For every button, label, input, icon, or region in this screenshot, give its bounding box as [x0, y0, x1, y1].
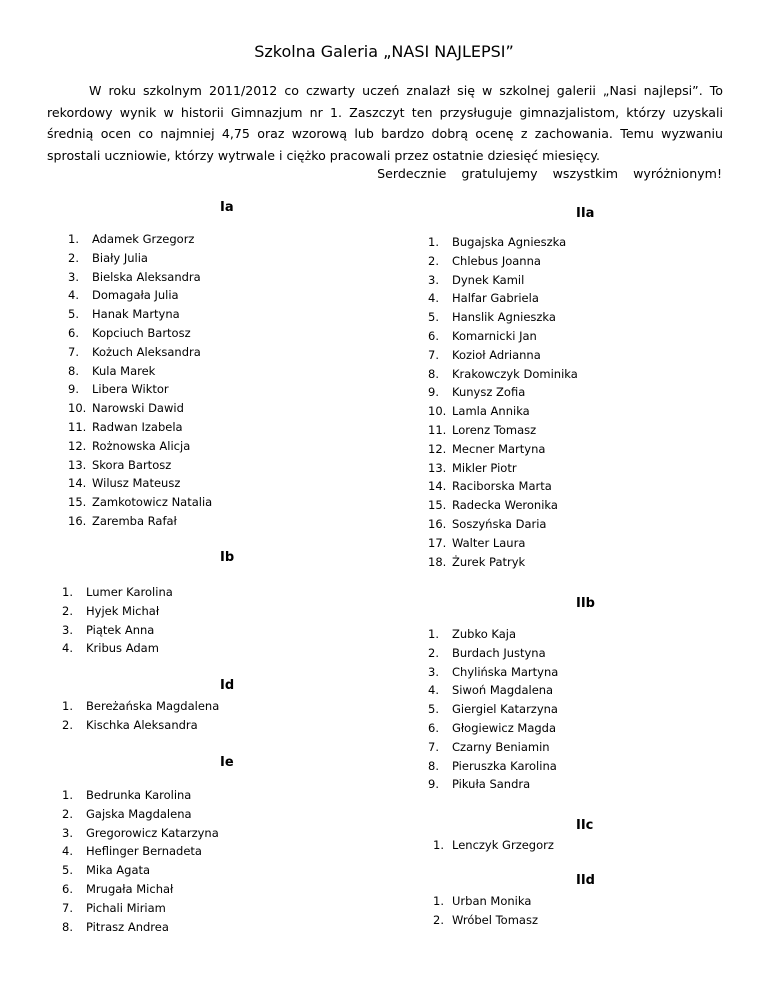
- list-number: 14.: [428, 479, 447, 494]
- list-number: 5.: [68, 307, 79, 322]
- student-name: Lamla Annika: [452, 404, 530, 419]
- student-list-item: [428, 700, 558, 719]
- list-number: 1.: [68, 232, 79, 246]
- student-name: Kribus Adam: [86, 641, 159, 656]
- list-number: 8.: [68, 363, 79, 378]
- list-number: 1.: [428, 235, 439, 249]
- student-list-item: [428, 308, 578, 327]
- list-number: 9.: [428, 385, 439, 400]
- student-list-item: [62, 621, 173, 640]
- student-name: Kunysz Zofia: [452, 385, 526, 400]
- student-name: Zamkotowicz Natalia: [92, 495, 213, 510]
- student-list-item: [428, 496, 578, 515]
- student-name: Lorenz Tomasz: [452, 422, 537, 437]
- list-number: 2.: [62, 806, 73, 821]
- list-number: 6.: [428, 328, 439, 343]
- student-list-item: [68, 305, 212, 324]
- intro-text: W roku szkolnym 2011/2012 co czwarty uczeń znalazł się w szkolnej galerii „Nasi najlepsi”. To rekordowy wynik w historii Gimnazjum nr 1. Zaszczyt ten przysługuje gimnazjalistom, którzy uzyskali średnią ocen co najmniej 4,75 oraz wzorową lub bardzo dobrą ocenę z zachowania. Temu wyzwaniu sprostali uczniowie, którzy wytrwale i ciężko pracowali przez ostatnie dziesięć miesięcy.: [47, 83, 723, 163]
- student-name: Narowski Dawid: [92, 401, 184, 416]
- student-name: Urban Monika: [452, 894, 532, 908]
- student-name: Domagała Julia: [92, 288, 179, 303]
- list-number: 4.: [68, 288, 79, 303]
- student-name: Żurek Patryk: [452, 554, 526, 569]
- list-number: 2.: [62, 603, 73, 618]
- student-name: Kopciuch Bartosz: [92, 325, 191, 340]
- student-list-item: [62, 842, 219, 861]
- student-list-iic: [433, 836, 554, 855]
- student-list-item: [68, 474, 212, 493]
- list-number: 4.: [428, 683, 439, 698]
- student-name: Lumer Karolina: [86, 585, 173, 599]
- student-name: Mikler Piotr: [452, 460, 517, 475]
- student-name: Burdach Justyna: [452, 645, 546, 660]
- list-number: 15.: [68, 495, 87, 510]
- student-list-item: [428, 719, 558, 738]
- student-name: Bereżańska Magdalena: [86, 699, 220, 713]
- student-name: Komarnicki Jan: [452, 328, 537, 343]
- list-number: 2.: [428, 253, 439, 268]
- list-number: 15.: [428, 498, 447, 513]
- student-list-item: [428, 459, 578, 478]
- list-number: 2.: [428, 645, 439, 660]
- list-number: 7.: [62, 900, 73, 915]
- student-name: Pichali Miriam: [86, 900, 166, 915]
- list-number: 7.: [428, 739, 439, 754]
- student-list-item: [428, 365, 578, 384]
- student-list-item: [428, 534, 578, 553]
- student-list-item: [433, 892, 538, 911]
- student-list-item: [68, 324, 212, 343]
- list-number: 5.: [62, 863, 73, 878]
- student-list-item: [62, 918, 219, 937]
- class-heading-ia: Ia: [220, 200, 234, 215]
- student-name: Chlebus Joanna: [452, 253, 541, 268]
- list-number: 1.: [428, 627, 439, 641]
- student-list-item: [62, 639, 173, 658]
- list-number: 13.: [68, 457, 87, 472]
- list-number: 6.: [62, 881, 73, 896]
- student-list-item: [428, 421, 578, 440]
- student-name: Raciborska Marta: [452, 479, 552, 494]
- student-list-item: [428, 233, 578, 252]
- student-name: Biały Julia: [92, 250, 148, 265]
- list-number: 3.: [428, 272, 439, 287]
- list-number: 7.: [68, 344, 79, 359]
- student-name: Rożnowska Alicja: [92, 438, 191, 453]
- student-list-item: [428, 681, 558, 700]
- student-list-item: [428, 515, 578, 534]
- student-list-item: [62, 786, 219, 805]
- student-list-item: [68, 249, 212, 268]
- student-list-item: [68, 512, 212, 531]
- student-list-item: [62, 697, 219, 716]
- student-list-item: [68, 399, 212, 418]
- student-list-item: [68, 493, 212, 512]
- list-number: 7.: [428, 347, 439, 362]
- student-list-item: [428, 738, 558, 757]
- student-list-item: [68, 418, 212, 437]
- list-number: 4.: [62, 844, 73, 859]
- list-number: 6.: [68, 325, 79, 340]
- student-name: Gregorowicz Katarzyna: [86, 825, 219, 840]
- student-list-iid: [433, 892, 538, 930]
- student-name: Kożuch Aleksandra: [92, 344, 201, 359]
- student-name: Heflinger Bernadeta: [86, 844, 202, 859]
- student-name: Kozioł Adrianna: [452, 347, 541, 362]
- student-list-item: [428, 252, 578, 271]
- student-list-item: [68, 362, 212, 381]
- student-list-item: [433, 911, 538, 930]
- student-name: Lenczyk Grzegorz: [452, 838, 554, 852]
- student-list-item: [428, 477, 578, 496]
- student-list-item: [428, 327, 578, 346]
- student-name: Walter Laura: [452, 535, 526, 550]
- student-name: Zaremba Rafał: [92, 513, 177, 528]
- class-heading-id: Id: [220, 678, 235, 693]
- student-name: Mrugała Michał: [86, 881, 174, 896]
- class-heading-ie: Ie: [220, 755, 234, 770]
- list-number: 10.: [428, 404, 447, 419]
- student-name: Wilusz Mateusz: [92, 476, 181, 491]
- student-list-ie: [62, 786, 219, 936]
- class-heading-iic: IIc: [576, 818, 594, 833]
- list-number: 10.: [68, 401, 87, 416]
- class-heading-ib: Ib: [220, 550, 235, 565]
- student-list-item: [68, 343, 212, 362]
- list-number: 6.: [428, 720, 439, 735]
- student-name: Giergiel Katarzyna: [452, 702, 558, 717]
- student-list-item: [68, 456, 212, 475]
- student-list-item: [68, 268, 212, 287]
- student-name: Kischka Aleksandra: [86, 717, 198, 732]
- student-list-item: [428, 553, 578, 572]
- student-list-item: [62, 583, 173, 602]
- intro-paragraph: [47, 80, 723, 166]
- congratulations-line: Serdecznie gratulujemy wszystkim wyróżnionym!: [377, 166, 722, 181]
- student-list-item: [62, 602, 173, 621]
- student-name: Pitrasz Andrea: [86, 919, 169, 934]
- student-name: Siwoń Magdalena: [452, 683, 554, 698]
- student-list-ib: [62, 583, 173, 658]
- student-name: Bielska Aleksandra: [92, 269, 201, 284]
- list-number: 2.: [62, 717, 73, 732]
- student-list-item: [428, 644, 558, 663]
- student-list-item: [428, 289, 578, 308]
- student-list-item: [62, 805, 219, 824]
- student-name: Bugajska Agnieszka: [452, 235, 567, 249]
- list-number: 13.: [428, 460, 447, 475]
- student-list-item: [433, 836, 554, 855]
- student-list-ia: [68, 230, 212, 531]
- list-number: 12.: [428, 441, 447, 456]
- student-name: Skora Bartosz: [92, 457, 172, 472]
- page-title: Szkolna Galeria „NASI NAJLEPSI”: [254, 42, 514, 61]
- student-name: Czarny Beniamin: [452, 739, 550, 754]
- class-heading-iia: IIa: [576, 206, 595, 221]
- student-list-item: [428, 271, 578, 290]
- student-name: Zubko Kaja: [452, 627, 517, 641]
- student-name: Radecka Weronika: [452, 498, 558, 513]
- student-list-item: [428, 775, 558, 794]
- list-number: 4.: [62, 641, 73, 656]
- list-number: 1.: [433, 894, 444, 908]
- list-number: 5.: [428, 702, 439, 717]
- student-name: Libera Wiktor: [92, 382, 169, 397]
- student-name: Krakowczyk Dominika: [452, 366, 578, 381]
- student-name: Głogiewicz Magda: [452, 720, 557, 735]
- list-number: 16.: [428, 516, 447, 531]
- student-list-item: [428, 383, 578, 402]
- student-name: Pieruszka Karolina: [452, 758, 557, 773]
- student-name: Wróbel Tomasz: [452, 912, 538, 927]
- student-list-item: [428, 625, 558, 644]
- class-heading-iib: IIb: [576, 596, 595, 611]
- student-list-item: [428, 346, 578, 365]
- class-heading-iid: IId: [576, 873, 595, 888]
- list-number: 1.: [62, 585, 73, 599]
- student-name: Hanak Martyna: [92, 307, 180, 322]
- student-name: Radwan Izabela: [92, 419, 183, 434]
- student-list-item: [68, 437, 212, 456]
- student-name: Bedrunka Karolina: [86, 788, 192, 802]
- student-name: Kula Marek: [92, 363, 156, 378]
- list-number: 11.: [68, 419, 87, 434]
- list-number: 18.: [428, 554, 447, 569]
- student-list-item: [428, 440, 578, 459]
- student-list-item: [62, 716, 219, 735]
- student-list-item: [428, 757, 558, 776]
- list-number: 16.: [68, 513, 87, 528]
- student-name: Dynek Kamil: [452, 272, 525, 287]
- student-list-iib: [428, 625, 558, 794]
- list-number: 17.: [428, 535, 447, 550]
- student-name: Soszyńska Daria: [452, 516, 547, 531]
- list-number: 12.: [68, 438, 87, 453]
- student-name: Hanslik Agnieszka: [452, 310, 556, 325]
- list-number: 3.: [62, 622, 73, 637]
- list-number: 11.: [428, 422, 447, 437]
- student-list-item: [62, 899, 219, 918]
- student-name: Adamek Grzegorz: [92, 232, 195, 246]
- student-list-item: [68, 286, 212, 305]
- student-list-iia: [428, 233, 578, 571]
- list-number: 8.: [428, 758, 439, 773]
- student-list-id: [62, 697, 219, 735]
- list-number: 2.: [433, 912, 444, 927]
- student-list-item: [68, 380, 212, 399]
- student-list-item: [62, 880, 219, 899]
- list-number: 3.: [428, 664, 439, 679]
- list-number: 1.: [433, 838, 444, 852]
- list-number: 1.: [62, 788, 73, 802]
- list-number: 4.: [428, 291, 439, 306]
- list-number: 2.: [68, 250, 79, 265]
- student-name: Hyjek Michał: [86, 603, 160, 618]
- list-number: 14.: [68, 476, 87, 491]
- student-name: Chylińska Martyna: [452, 664, 559, 679]
- list-number: 3.: [62, 825, 73, 840]
- student-name: Piątek Anna: [86, 622, 155, 637]
- list-number: 8.: [428, 366, 439, 381]
- list-number: 5.: [428, 310, 439, 325]
- student-list-item: [68, 230, 212, 249]
- student-list-item: [62, 861, 219, 880]
- student-name: Pikuła Sandra: [452, 777, 531, 792]
- list-number: 9.: [428, 777, 439, 792]
- student-name: Mika Agata: [86, 863, 151, 878]
- student-list-item: [62, 824, 219, 843]
- student-name: Mecner Martyna: [452, 441, 546, 456]
- list-number: 9.: [68, 382, 79, 397]
- student-name: Gajska Magdalena: [86, 806, 192, 821]
- student-list-item: [428, 402, 578, 421]
- student-name: Halfar Gabriela: [452, 291, 539, 306]
- list-number: 8.: [62, 919, 73, 934]
- student-list-item: [428, 663, 558, 682]
- list-number: 3.: [68, 269, 79, 284]
- list-number: 1.: [62, 699, 73, 713]
